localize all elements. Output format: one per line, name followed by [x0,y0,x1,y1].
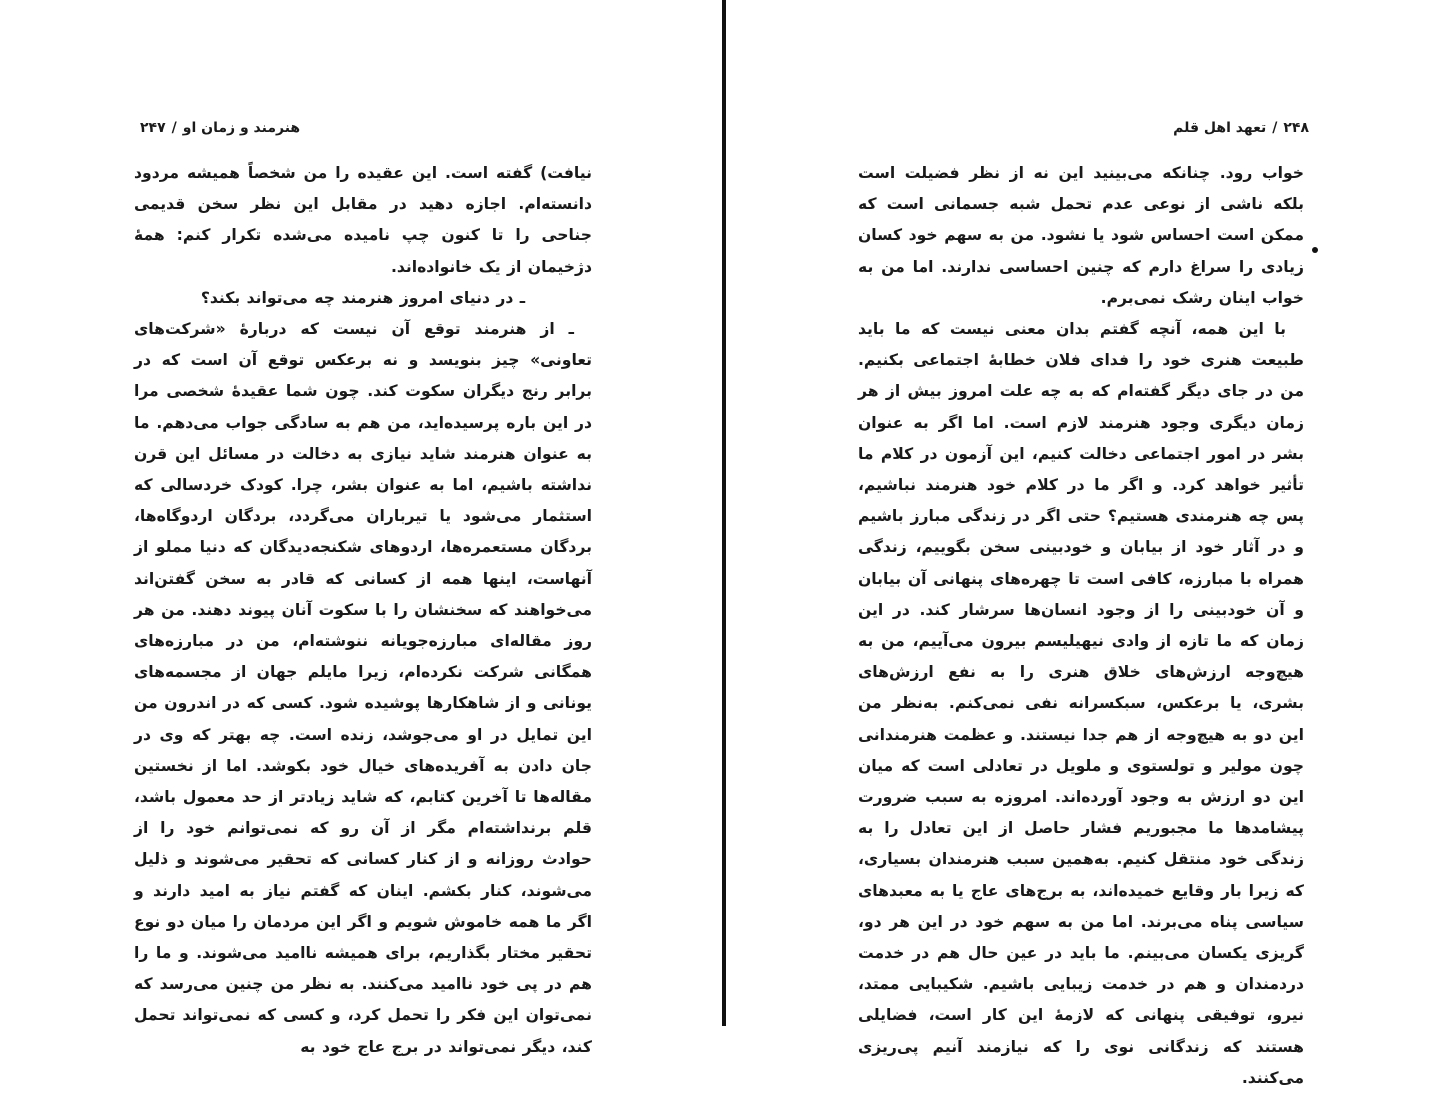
paragraph: ـ از هنرمند توقع آن نیست که دربارهٔ «شرکت‌های تعاونی» چیز بنویسد و نه برعکس توقع آن است که در برابر رنج دیگران سکوت کند. چون شما عقیدهٔ شخصی مرا در این باره پرسیده‌اید، من هم به سادگی جواب می‌دهم. ما به عنوان هنرمند شاید نیازی به دخالت در مسائل این قرن نداشته باشیم، اما به عنوان بشر، چرا. کودک خردسالی که استثمار می‌شود یا تیرباران می‌گردد، بردگان اردوگاه‌ها، بردگان مستعمره‌ها، اردوهای شکنجه‌دیدگان که دنیا مملو از آنهاست، اینها همه از کسانی که قادر به سخن گفتن‌اند می‌خواهند که سخنشان را با سکوت آنان پیوند دهند. من هر روز مقاله‌ای مبارزه‌جویانه ننوشته‌ام، من در مبارزه‌های همگانی شرکت نکرده‌ام، زیرا مایلم جهان از مجسمه‌های یونانی و از شاهکارها پوشیده شود. کسی که در اندرون من این تمایل در او می‌جوشد، زنده است. چه بهتر که وی در جان دادن به آفریده‌های خیال خود بکوشد. اما از نخستین مقاله‌ها تا آخرین کتابم، که شاید زیادتر از حد معمول باشد، قلم برنداشته‌ام مگر از آن رو که نمی‌توانم خود را از حوادث روزانه و از کنار کسانی که تحقیر می‌شوند و ذلیل می‌شوند، کنار بکشم. اینان که گفتم نیاز به امید دارند و اگر ما همه خاموش شویم و اگر این مردمان را میان دو نوع تحقیر مختار بگذاریم، برای همیشه ناامید می‌شوند. و ما را هم در پی خود ناامید می‌کنند. به نظر من چنین می‌رسد که نمی‌توان این فکر را تحمل کرد، و کسی که نمی‌تواند تحمل کند، دیگر نمی‌تواند در برج عاج خود به [134,320,592,1056]
running-head-separator: / [1272,120,1278,136]
running-head-right [1173,120,1309,136]
paragraph: با این همه، آنچه گفتم بدان معنی نیست که ما باید طبیعت هنری خود را فدای فلان خطابهٔ اجتماعی بکنیم. من در جای دیگر گفته‌ام که به چه علت امروز بیش از هر زمان دیگری وجود هنرمند لازم است. اما اگر به عنوان بشر در امور اجتماعی دخالت کنیم، این آزمون در کلام ما تأثیر خواهد کرد. و اگر ما در کلام خود هنرمند نباشیم، پس چه هنرمندی هستیم؟ حتی اگر در زندگی مبارز باشیم و در آثار خود از بیابان و خودبینی سخن بگوییم، زندگی همراه با مبارزه، کافی است تا چهره‌های پنهانی آن بیابان و آن خودبینی را از وجود انسان‌ها سرشار کند. در این زمان که ما تازه از وادی نیهیلیسم بیرون می‌آییم، من به هیچ‌وجه ارزش‌های خلاق هنری را به نفع ارزش‌های بشری، یا برعکس، سبکسرانه نفی نمی‌کنم. به‌نظر من این دو به هیچ‌وجه از هم جدا نیستند. و عظمت هنرمندانی چون مولیر و تولستوی و ملویل در تعادلی است که میان این دو ارزش به وجود آورده‌اند. امروزه به سبب ضرورت پیشامدها ما مجبوریم فشار حاصل از این تعادل را به زندگی خود منتقل کنیم. به‌همین سبب هنرمندان بسیاری، که زیرا بار وقایع خمیده‌اند، به برج‌های عاج یا به معبدهای سیاسی پناه می‌برند. اما من به سهم خود در این هر دو، گریزی یکسان می‌بینم. ما باید در عین حال هم در خدمت دردمندان و هم در خدمت زیبایی باشیم. شکیبایی ممتد، نیرو، توفیقی پنهانی که لازمهٔ این کار است، فضایلی هستند که زندگانی نوی را که نیازمند آنیم پی‌ریزی می‌کنند. [858,320,1304,1087]
page-number: ۲۴۷ [140,120,166,136]
right-page-body [858,158,1304,1094]
page-number: ۲۴۸ [1283,120,1309,136]
margin-mark-icon [1312,247,1318,253]
paragraph: نیافت) گفته است. این عقیده را من شخصاً همیشه مردود دانسته‌ام. اجازه دهید در مقابل این نظر سخن قدیمی جناحی را تا کنون چپ نامیده می‌شده تکرار کنم: همهٔ دژخیمان از یک خانواده‌اند. [134,164,592,276]
paragraph: خواب رود. چنانکه می‌بینید این نه از نظر فضیلت است بلکه ناشی از نوعی عدم تحمل شبه جسمانی است که ممکن است احساس شود یا نشود. من به سهم خود کسان زیادی را سراغ دارم که چنین احساسی ندارند. اما من به خواب اینان رشک نمی‌برم. [858,164,1304,307]
running-head-title: هنرمند و زمان او [182,120,301,136]
interview-question: ـ در دنیای امروز هنرمند چه می‌تواند بکند؟ [200,288,526,307]
left-page-body [134,158,592,1063]
right-page [726,0,1451,1087]
running-head-title: تعهد اهل قلم [1173,120,1267,136]
left-page [0,0,722,1056]
running-head-separator: / [171,120,177,136]
running-head-left [140,120,300,136]
